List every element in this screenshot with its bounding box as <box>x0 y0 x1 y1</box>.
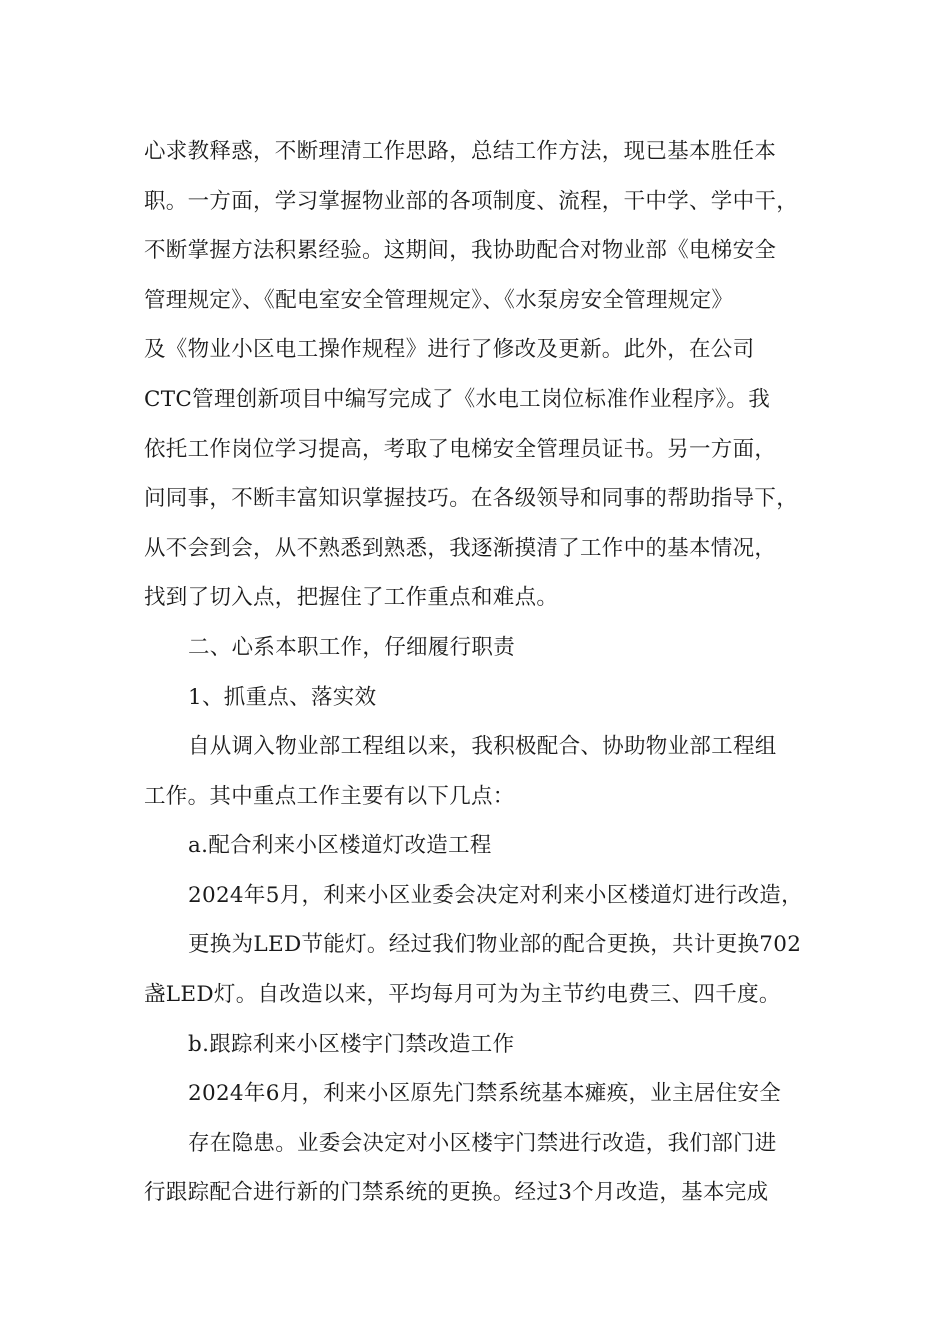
body-text-line: 行跟踪配合进行新的门禁系统的更换。经过3个月改造，基本完成 <box>144 1180 769 1205</box>
body-text-line: 盏LED灯。自改造以来，平均每月可为为主节约电费三、四千度。 <box>144 982 781 1007</box>
body-text-line: 依托工作岗位学习提高，考取了电梯安全管理员证书。另一方面， <box>144 437 777 462</box>
body-text-line: 2024年5月，利来小区业委会决定对利来小区楼道灯进行改造， <box>188 883 803 908</box>
body-text-line: CTC管理创新项目中编写完成了《水电工岗位标准作业程序》。我 <box>144 387 770 412</box>
body-text-line: 更换为LED节能灯。经过我们物业部的配合更换，共计更换702 <box>188 932 802 957</box>
item-heading: b.跟踪利来小区楼宇门禁改造工作 <box>188 1032 515 1057</box>
body-text-line: 2024年6月，利来小区原先门禁系统基本瘫痪，业主居住安全 <box>188 1081 782 1106</box>
body-text-line: 工作。其中重点工作主要有以下几点： <box>144 784 515 809</box>
item-heading: a.配合利来小区楼道灯改造工程 <box>188 833 492 858</box>
body-text-line: 自从调入物业部工程组以来，我积极配合、协助物业部工程组 <box>188 734 777 759</box>
body-text-line: 不断掌握方法积累经验。这期间，我协助配合对物业部《电梯安全 <box>144 238 777 263</box>
body-text-line: 管理规定》、《配电室安全管理规定》、《水泵房安全管理规定》 <box>144 288 734 313</box>
subsection-heading: 1、抓重点、落实效 <box>188 685 377 710</box>
section-heading: 二、心系本职工作，仔细履行职责 <box>188 635 516 660</box>
body-text-line: 及《物业小区电工操作规程》进行了修改及更新。此外，在公司 <box>144 337 755 362</box>
body-text-line: 找到了切入点，把握住了工作重点和难点。 <box>144 585 559 610</box>
body-text-line: 心求教释惑，不断理清工作思路，总结工作方法，现已基本胜任本 <box>144 139 777 164</box>
body-text-line: 问同事，不断丰富知识掌握技巧。在各级领导和同事的帮助指导下， <box>144 486 799 511</box>
body-text-line: 存在隐患。业委会决定对小区楼宇门禁进行改造，我们部门进 <box>188 1131 777 1156</box>
body-text-line: 职。一方面，学习掌握物业部的各项制度、流程，干中学、学中干， <box>144 189 799 214</box>
body-text-line: 从不会到会，从不熟悉到熟悉，我逐渐摸清了工作中的基本情况， <box>144 536 777 561</box>
